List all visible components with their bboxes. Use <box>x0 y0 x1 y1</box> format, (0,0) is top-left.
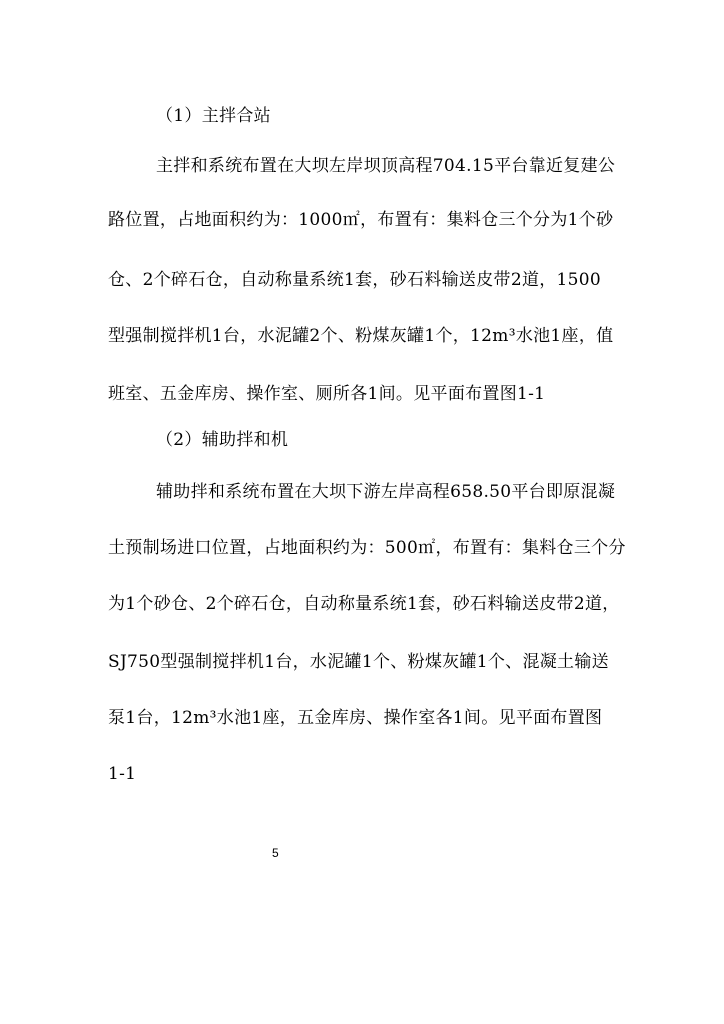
paragraph-line: 为1个砂仓、2个碎石仓，自动称量系统1套，砂石料输送皮带2道， <box>108 594 620 614</box>
paragraph-line: 仓、2个碎石仓，自动称量系统1套，砂石料输送皮带2道，1500 <box>108 270 602 290</box>
section-heading-auxiliary-mixer: （2）辅助拌和机 <box>156 430 289 450</box>
paragraph-line: 1-1 <box>108 764 137 784</box>
paragraph-line: 辅助拌和系统布置在大坝下游左岸高程658.50平台即原混凝 <box>156 482 616 502</box>
paragraph-line: 路位置，占地面积约为：1000㎡，布置有：集料仓三个分为1个砂 <box>108 210 614 230</box>
page-number: 5 <box>272 846 279 860</box>
paragraph-line: 班室、五金库房、操作室、厕所各1间。见平面布置图1-1 <box>108 384 546 404</box>
section-heading-main-mixing-station: （1）主拌合站 <box>156 106 271 126</box>
paragraph-line: SJ750型强制搅拌机1台，水泥罐1个、粉煤灰罐1个、混凝土输送 <box>108 652 609 672</box>
paragraph-line: 主拌和系统布置在大坝左岸坝顶高程704.15平台靠近复建公 <box>156 156 616 176</box>
paragraph-line: 型强制搅拌机1台，水泥罐2个、粉煤灰罐1个，12m³水池1座，值 <box>108 326 614 346</box>
paragraph-line: 泵1台，12m³水池1座，五金库房、操作室各1间。见平面布置图 <box>108 708 603 728</box>
paragraph-line: 土预制场进口位置，占地面积约为：500㎡，布置有：集料仓三个分 <box>108 538 626 558</box>
